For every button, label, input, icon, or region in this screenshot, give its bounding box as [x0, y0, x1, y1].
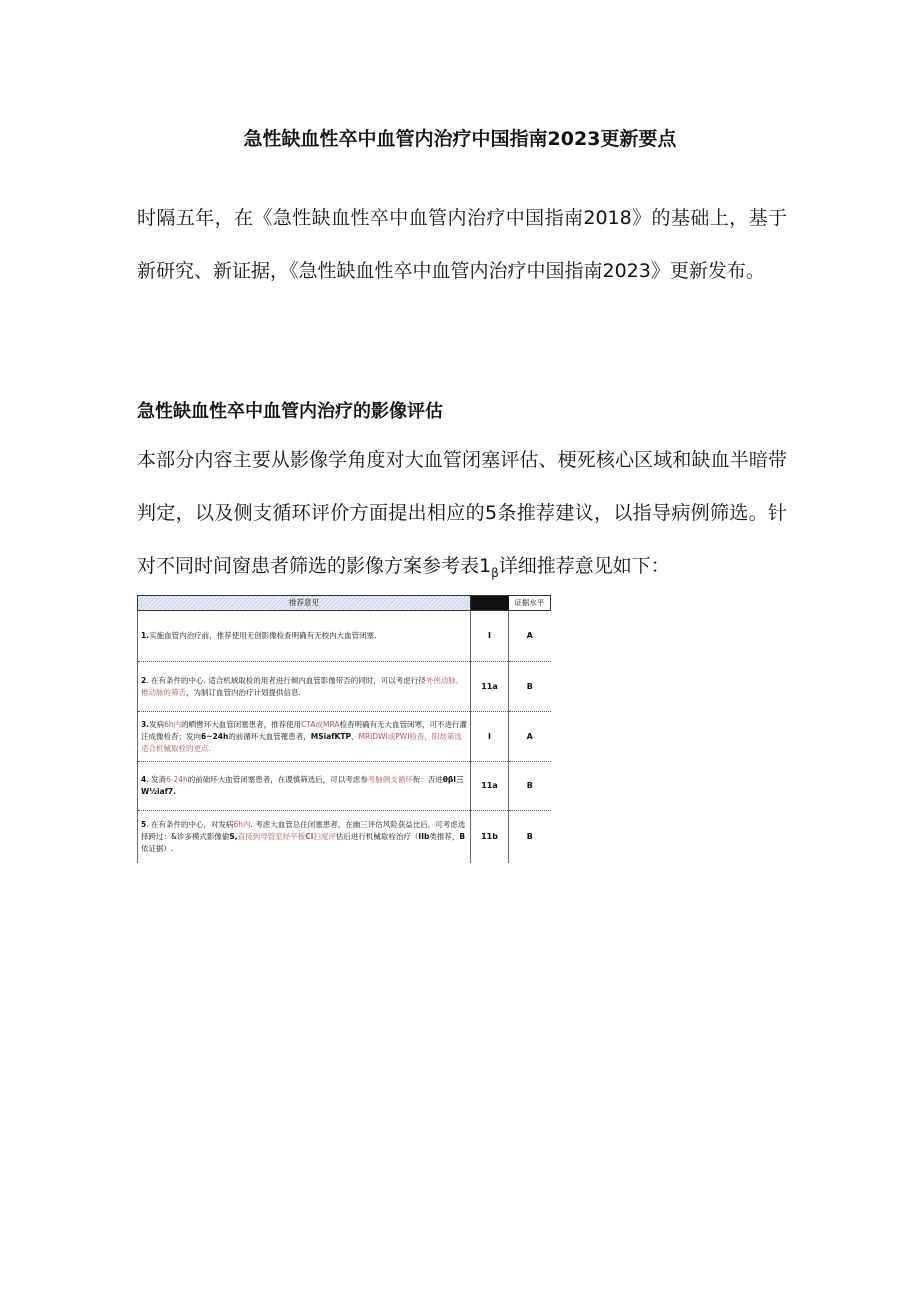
- recommendation-class: I: [471, 712, 509, 762]
- recommendation-text-segment: MSiafKTP: [310, 731, 351, 741]
- recommendation-text-segment: 1.: [141, 631, 150, 640]
- recommendation-text-segment: 的前循环大血管罹患者，: [228, 731, 311, 741]
- recommendation-text-segment: IIb: [418, 832, 430, 841]
- header-class: [471, 596, 509, 611]
- table-row: [138, 662, 551, 712]
- recommendation-text: [138, 662, 471, 712]
- evidence-level: B: [509, 662, 551, 712]
- section-text-subscript: β: [491, 565, 499, 580]
- recommendation-text-segment: 6~24h: [201, 731, 229, 741]
- recommendation-text-segment: CI: [305, 832, 314, 841]
- recommendation-text-segment: 外侠动脉，椎动脉的筛舌: [141, 675, 464, 697]
- section-text-main: 本部分内容主要从影像学角度对大血管闭塞评估、梗死核心区域和缺血半暗带判定，以及侧支循环评价方面提出相应的5条推荐建议，以指导病例筛选。针对不同时间窗患者筛选的影像方案参考表1: [137, 449, 787, 577]
- recommendation-class: 11a: [471, 762, 509, 811]
- table-row: [138, 762, 551, 811]
- recommendation-text-segment: 依证据）.: [141, 844, 174, 853]
- header-recommendation: 推荐意见: [138, 596, 471, 611]
- recommendation-text: [138, 611, 471, 662]
- evidence-level: A: [509, 712, 551, 762]
- recommendation-text-segment: 类推荐，: [429, 832, 460, 841]
- recommendation-text-segment: 4: [141, 775, 147, 784]
- recommendation-text: [138, 762, 471, 811]
- recommendation-text-segment: 5: [141, 820, 147, 829]
- recommendation-text-segment: . 考虑大血管总住闭塞患者，在幽三评估风险获益比后，可考虑选择跨过：&诊多模式影像偷: [141, 820, 466, 841]
- document-title: 急性缺血性卒中血管内治疗中国指南2023更新要点: [243, 128, 677, 150]
- recommendation-table: [137, 595, 551, 863]
- table-row: [138, 611, 551, 662]
- recommendation-text-segment: 2: [141, 675, 147, 685]
- header-evidence-level: 证据水平: [509, 596, 551, 611]
- section-heading: 急性缺血性卒中血管内治疗的影像评估: [137, 401, 443, 422]
- recommendation-text-segment: MRIDWI或PWI检杳，阳劫第选适合机械取栓的更点.: [141, 731, 462, 753]
- recommendation-text-segment: . 在有条件的中心，对发病: [146, 820, 234, 829]
- recommendation-text-segment: 考脑侧支循环: [367, 775, 413, 784]
- table-row: [138, 811, 551, 864]
- recommendation-text-segment: 6-24h: [166, 775, 188, 784]
- table-header-row: [138, 596, 551, 611]
- recommendation-text-segment: 扫度评: [313, 832, 336, 841]
- recommendation-text-segment: S,: [229, 832, 238, 841]
- recommendation-text-segment: 衔：否进: [412, 775, 443, 784]
- recommendation-text-segment: 6h内: [164, 719, 182, 729]
- recommendation-class: 11a: [471, 662, 509, 712]
- recommendation-class: I: [471, 611, 509, 662]
- recommendation-text: [138, 811, 471, 864]
- recommendation-text-segment: 6h内: [233, 820, 251, 829]
- recommendation-text-segment: B: [459, 832, 466, 841]
- recommendation-text-segment: 、: [350, 731, 359, 741]
- section-paragraph: [137, 434, 787, 600]
- recommendation-text: [138, 712, 471, 762]
- section-text-tail: 详细推荐意见如下：: [498, 555, 670, 577]
- recommendation-text-segment: 直接到导管室经平板: [237, 832, 306, 841]
- recommendation-text-segment: 实施血管内治疗前，推荐使用无创影像检查明确有无校内大血管闭塞.: [149, 631, 377, 640]
- recommendation-text-segment: CTA或MRA: [301, 719, 340, 729]
- table-row: [138, 712, 551, 762]
- recommendation-text-segment: 检杳明确有无大血管闭寒，可不进行灌汪成像检杳；发向: [141, 719, 467, 741]
- recommendation-class: 11b: [471, 811, 509, 864]
- recommendation-text-segment: θβI三W½iaf7.: [141, 775, 464, 796]
- recommendation-text-segment: . 发斋: [146, 775, 166, 784]
- evidence-level: B: [509, 762, 551, 811]
- recommendation-text-segment: 发病: [149, 719, 165, 729]
- recommendation-text-segment: 估后进行机械取栓治疗（: [335, 832, 419, 841]
- intro-paragraph: 时隔五年，在《急性缺血性卒中血管内治疗中国指南2018》的基础上，基于新研究、新证据，《急性缺血性卒中血管内治疗中国指南2023》更新发布。: [137, 207, 787, 282]
- recommendation-text-segment: ，为制订血管内治疗计划提供信息.: [186, 687, 301, 697]
- recommendation-text-segment: 的晒辔环大血管闭塞患者，推荐使用: [181, 719, 302, 729]
- recommendation-text-segment: . 在有条件的中心. 适合机域取检的用者进行倾内血管影像带否的同时，可以考虑行径: [146, 675, 426, 685]
- recommendation-text-segment: 3.: [141, 719, 150, 729]
- evidence-level: B: [526, 832, 533, 841]
- evidence-level: A: [509, 611, 551, 662]
- recommendation-text-segment: 的前础环大血管闭塞患者，在谡慎筛选后，可以考虑参: [187, 775, 368, 784]
